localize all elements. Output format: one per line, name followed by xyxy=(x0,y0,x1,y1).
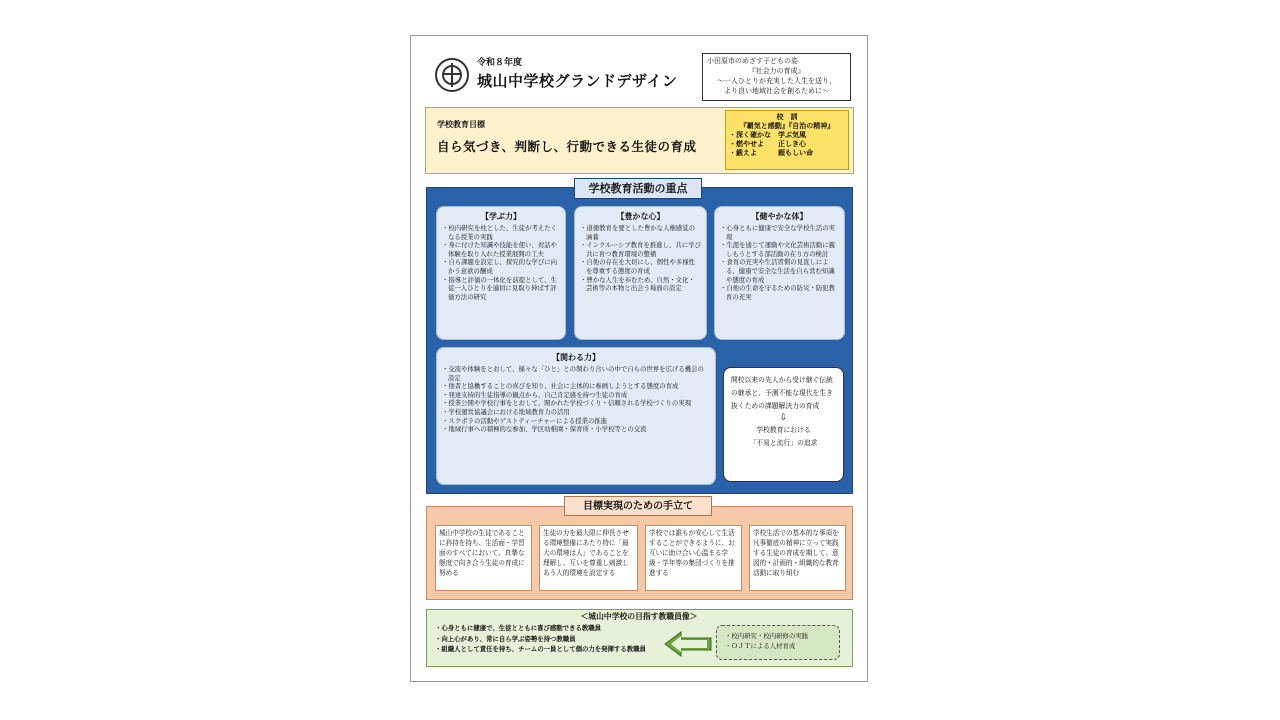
motto-line: ・深く確かな 学ぶ気風 xyxy=(729,131,806,139)
vision-line-3: ～一人ひとりが充実した人生を送り、 xyxy=(717,77,836,85)
tradition-box xyxy=(723,367,844,482)
card-manabu xyxy=(436,206,566,340)
card-karada xyxy=(714,206,845,340)
motto-line: ・鍛えよ 頼もしい命 xyxy=(729,149,813,157)
measure-card: 生徒の力を最大限に伸長させる環境整備にあたり特に「最大の環境は人」であることを理解し、互いを尊重し刺激しあう人的環境を設定する xyxy=(539,525,638,591)
list-item: ・授業公開や学校行事をとおして、開かれた学校づくり・信頼される学校づくりの実現 xyxy=(442,399,692,408)
school-goal-label: 学校教育目標 xyxy=(437,120,485,129)
card-list xyxy=(720,224,839,301)
list-item: ・交流や体験をとおして、様々な「ひと」との関わり合いの中で自らの世界を広げる機会の設定 xyxy=(442,365,704,382)
grand-design-page xyxy=(410,35,868,682)
city-vision-box xyxy=(702,53,851,101)
card-heading: 【健やかな体】 xyxy=(751,212,808,221)
vision-line-4: より良い地域社会を創るために～ xyxy=(724,87,829,95)
page-title: 城山中学校グランドデザイン xyxy=(477,72,678,90)
staff-practice-box xyxy=(716,625,840,660)
card-kokoro xyxy=(574,206,707,340)
down-arrow-icon: ⇩ xyxy=(779,413,788,423)
list-item: ・身に付けた知識や技能を使い、対話や体験を取り入れた授業展開の工夫 xyxy=(442,241,558,258)
list-item: ・学校運営協議会における地域教育力の活用 xyxy=(442,407,570,416)
card-heading: 【学ぶ力】 xyxy=(481,212,521,221)
list-item: ・自他の存在を大切にし、個性や多様性を尊重する態度の育成 xyxy=(580,258,696,275)
list-item: ・食育の充実や生活習慣の見直しによる、健康で安全な生活を自ら営む知識や態度の育成 xyxy=(720,258,835,284)
measure-card: 学校生活での基本的な事項を凡事徹底の精神に立って実践する生徒の育成を期して、意図的・計画的・組織的な教育活動に取り組む xyxy=(749,525,846,591)
motto-title: 校 訓 xyxy=(776,113,798,121)
school-emblem-icon xyxy=(435,58,469,92)
practice-item: ・校内研究・校内研修の実践 xyxy=(725,632,809,640)
card-heading: 【豊かな心】 xyxy=(616,212,665,221)
list-item: ・インクルーシブ教育を推進し、共に学び共に育つ教育環境の整備 xyxy=(580,241,701,258)
list-item: ・豊かな人生を歩むため、自然・文化・芸術等の本物と出会う場面の設定 xyxy=(580,275,695,293)
motto-line: ・燃やせよ 正しき心 xyxy=(729,140,806,148)
practice-item: ・ＯＪＴによる人材育成 xyxy=(725,642,796,650)
list-item: ・向上心があり、常に自ら学ぶ姿勢を持つ教職員 xyxy=(435,634,576,643)
tradition-line-2: 「不易と流行」の追求 xyxy=(749,439,818,447)
list-item: ・自他の生命を守るための防災・防犯教育の充実 xyxy=(720,284,836,301)
list-item: ・組織人として責任を持ち、チームの一員として個の力を発揮する教職員 xyxy=(435,645,646,653)
list-item: ・校内研究を柱とした、生徒が考えたくなる授業の実践 xyxy=(442,224,558,241)
motto-subtitle: 『覇気と感動』『自治の精神』 xyxy=(739,122,835,130)
staff-title: ＜城山中学校の目指す教職員像＞ xyxy=(580,612,698,621)
list-item: ・他者と協働することの喜びを知り、社会に主体的に参画しようとする態度の育成 xyxy=(442,382,679,391)
school-motto-box xyxy=(725,110,849,170)
measure-card: 学校では誰もが安心して生活することができるように、お互いに助け合い心温まる学級・学年等の集団づくりを推進する xyxy=(645,525,742,591)
list-item: ・発達支持的生徒指導の観点から、自己肯定感を持つ生徒の育成 xyxy=(442,390,628,399)
tradition-text: 開校以来の先人から受け継ぐ伝統の継承と、予測不能な現代を生き抜くための課題解決力の育成 xyxy=(731,376,833,410)
card-list xyxy=(580,224,701,293)
list-item: ・心身ともに健康で安全な学校生活の実現 xyxy=(720,224,836,241)
list-item: ・心身ともに健康で、生徒とともに喜び感動できる教職員 xyxy=(435,624,602,632)
list-item: ・自ら課題を設定し、探究的な学びに向かう意欲の醸成 xyxy=(442,258,558,275)
left-arrow-icon xyxy=(663,631,713,657)
vision-line-2: 『社会力の育成』 xyxy=(748,67,805,75)
staff-list xyxy=(435,623,661,655)
list-item: ・指導と評価の一体化を前提として、生徒一人ひとりを適切に見取り伸ばす評価方法の研究 xyxy=(442,275,557,301)
list-item: ・道徳教育を要とした豊かな人権感覚の涵養 xyxy=(580,224,696,241)
list-item: ・地域行事への積極的な参加、学区幼稚園・保育所・小学校等との交流 xyxy=(442,425,647,434)
vision-line-1: 小田原市のめざす子どもの姿 xyxy=(707,57,798,65)
school-goal-text: 自ら気づき、判断し、行動できる生徒の育成 xyxy=(437,139,697,154)
focus-section-title: 学校教育活動の重点 xyxy=(574,178,702,199)
card-kakawaru xyxy=(436,347,716,485)
list-item: ・生涯を通じて運動や文化芸術活動に親しもうとする部活動の在り方の検討 xyxy=(720,241,836,258)
tradition-line-1: 学校教育における xyxy=(756,426,811,434)
measure-card: 城山中学校の生徒であることに矜持を持ち、生活面・学習面のすべてにおいて、真摯な態度で向き合う生徒の育成に努める xyxy=(435,525,532,591)
list-item: ・スクポラの活動やゲストティーチャーによる授業の推進 xyxy=(442,416,608,425)
fiscal-year: 令和８年度 xyxy=(477,58,523,68)
card-list xyxy=(442,365,710,434)
measures-title: 目標実現のための手立て xyxy=(564,496,712,516)
card-list xyxy=(442,224,560,301)
card-heading: 【関わる力】 xyxy=(552,353,600,362)
